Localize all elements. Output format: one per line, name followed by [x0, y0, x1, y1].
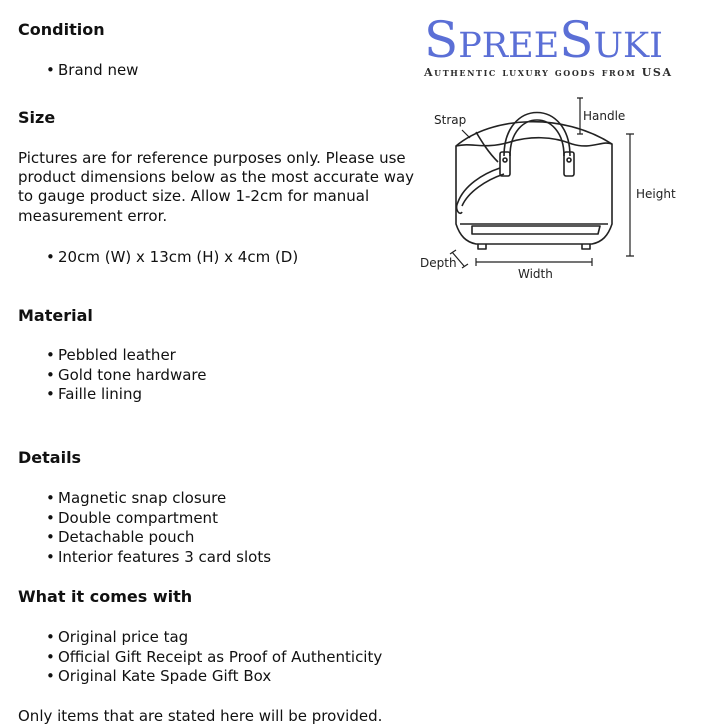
- condition-list: [46, 61, 138, 81]
- bag-front-panel: [472, 226, 600, 234]
- material-list: [46, 346, 206, 405]
- bag-hardware-left: [500, 152, 510, 176]
- size-description: Pictures are for reference purposes only. Please use product dimensions below as the most accurate way to gauge product size. Allow 1-2cm for manual measurement error.: [18, 149, 415, 225]
- list-item: • Magnetic snap closure: [46, 489, 271, 509]
- material-heading: Material: [18, 306, 93, 325]
- brand-name: SpreeSuki: [424, 11, 663, 69]
- width-label: Width: [518, 267, 553, 281]
- bag-handle: [504, 113, 570, 157]
- depth-label: Depth: [420, 256, 457, 270]
- strap-label: Strap: [434, 113, 467, 127]
- list-item: • Interior features 3 card slots: [46, 548, 271, 568]
- bag-dimensions-diagram: [412, 86, 720, 292]
- size-heading: Size: [18, 108, 56, 127]
- list-item: • Faille lining: [46, 385, 206, 405]
- list-item: • Gold tone hardware: [46, 366, 206, 386]
- brand-logo: [424, 12, 720, 79]
- comes-with-list: [46, 628, 382, 687]
- height-label: Height: [636, 187, 676, 201]
- details-heading: Details: [18, 448, 82, 467]
- brand-tagline: Authentic luxury goods from USA: [424, 66, 673, 79]
- list-item: • 20cm (W) x 13cm (H) x 4cm (D): [46, 248, 298, 268]
- list-item: • Double compartment: [46, 509, 271, 529]
- list-item: • Original Kate Spade Gift Box: [46, 667, 382, 687]
- list-item: • Original price tag: [46, 628, 382, 648]
- comes-with-heading: What it comes with: [18, 587, 193, 606]
- list-item: • Pebbled leather: [46, 346, 206, 366]
- bag-hardware-right: [564, 152, 574, 176]
- footer-note: Only items that are stated here will be provided.: [18, 707, 383, 725]
- details-list: [46, 489, 271, 567]
- list-item: • Detachable pouch: [46, 528, 271, 548]
- list-item: • Official Gift Receipt as Proof of Authenticity: [46, 648, 382, 668]
- condition-heading: Condition: [18, 20, 105, 39]
- bag-strap: [457, 168, 500, 213]
- handle-label: Handle: [583, 109, 626, 123]
- size-list: [46, 248, 298, 268]
- list-item: • Brand new: [46, 61, 138, 81]
